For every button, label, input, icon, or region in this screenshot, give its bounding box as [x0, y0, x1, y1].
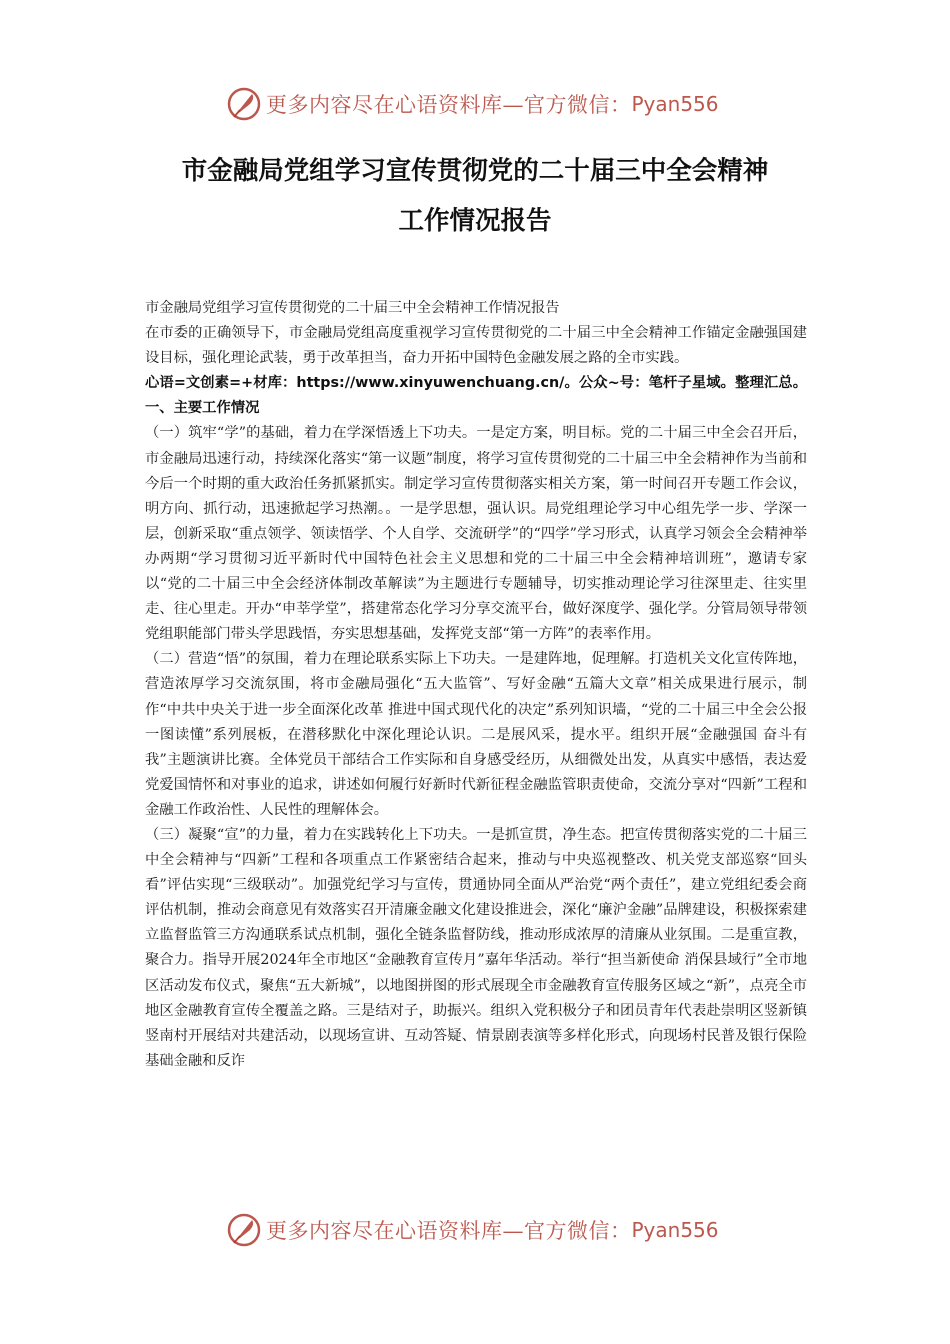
feather-pen-logo	[226, 86, 262, 122]
feather-pen-logo	[226, 1212, 262, 1248]
watermark-banner-bottom	[226, 1210, 719, 1250]
paragraph-source-note: 心语=文创素=+材库：https://www.xinyuwenchuang.cn/。公众~号：笔杆子星域。整理汇总。一、主要工作情况	[145, 375, 807, 417]
watermark-text: 更多内容尽在心语资料库—官方微信：	[266, 93, 632, 117]
paragraph-section-2: （二）营造“悟”的氛围，着力在理论联系实际上下功夫。一是建阵地，促理解。打造机关文化宣传阵地，营造浓厚学习交流氛围，将市金融局强化“五大监管”、写好金融“五篇大文章”相关成果进行展示，制作“中共中央关于进一步全面深化改革 推进中国式现代化的决定”系列知识墙，“党的二十届三中全会公报一图读懂”系列展板，在潜移默化中深化理论认识。二是展风采，提水平。组织开展“金融强国 奋斗有我”主题演讲比赛。全体党员干部结合工作实际和自身感受经历，从细微处出发，从真实中感悟，表达爱党爱国情怀和对事业的追求，讲述如何履行好新时代新征程金融监管职责使命，交流分享对“四新”工程和金融工作政治性、人民性的理解体会。	[145, 651, 807, 818]
title-line-2: 工作情况报告	[398, 206, 552, 236]
paragraph-section-1: （一）筑牢“学”的基础，着力在学深悟透上下功夫。一是定方案，明目标。党的二十届三中全会召开后，市金融局迅速行动，持续深化落实“第一议题”制度，将学习宣传贯彻党的二十届三中全会精神作为当前和今后一个时期的重大政治任务抓紧抓实。制定学习宣传贯彻落实相关方案，第一时间召开专题工作会议，明方向、抓行动，迅速掀起学习热潮。。一是学思想，强认识。局党组理论学习中心组先学一步、学深一层，创新采取“重点领学、领读悟学、个人自学、交流研学”的“四学”学习形式，认真学习领会全会精神举办两期“学习贯彻习近平新时代中国特色社会主义思想和党的二十届三中全会精神培训班”，邀请专家以“党的二十届三中全会经济体制改革解读”为主题进行专题辅导，切实推动理论学习往深里走、往实里走、往心里走。开办“申莘学堂”，搭建常态化学习分享交流平台，做好深度学、强化学。分管局领导带领党组职能部门带头学思践悟，夯实思想基础，发挥党支部“第一方阵”的表率作用。	[145, 425, 807, 643]
title-line-1: 市金融局党组学习宣传贯彻党的二十届三中全会精神	[181, 156, 769, 186]
paragraph-intro: 在市委的正确领导下，市金融局党组高度重视学习宣传贯彻党的二十届三中全会精神工作锚定金融强国建设目标，强化理论武装，勇于改革担当，奋力开拓中国特色金融发展之路的全市实践。	[145, 325, 807, 367]
watermark-code: Pyan556	[631, 92, 719, 116]
document-body	[145, 296, 807, 1074]
watermark-text: 更多内容尽在心语资料库—官方微信：	[266, 1219, 632, 1243]
paragraph-section-3: （三）凝聚“宣”的力量，着力在实践转化上下功夫。一是抓宣贯，净生态。把宣传贯彻落实党的二十届三中全会精神与“四新”工程和各项重点工作紧密结合起来，推动与中央巡视整改、机关党支部巡察“回头看”评估实现“三级联动”。加强党纪学习与宣传，贯通协同全面从严治党“两个责任”，建立党组纪委会商评估机制，推动会商意见有效落实召开清廉金融文化建设推进会，深化“廉沪金融”品牌建设，积极探索建立监督监管三方沟通联系试点机制，强化全链条监督防线，推动形成浓厚的清廉从业氛围。二是重宣教，聚合力。指导开展2024年全市地区“金融教育宣传月”嘉年华活动。举行“担当新使命 消保县域行”全市地区活动发布仪式，聚焦“五大新城”，以地图拼图的形式展现全市金融教育宣传服务区域之“新”，点亮全市地区金融教育宣传全覆盖之路。三是结对子，助振兴。组织入党积极分子和团员青年代表赴崇明区竖新镇竖南村开展结对共建活动，以现场宣讲、互动答疑、情景剧表演等多样化形式，向现场村民普及银行保险基础金融和反诈	[145, 826, 807, 1069]
paragraph-subtitle: 市金融局党组学习宣传贯彻党的二十届三中全会精神工作情况报告	[145, 300, 560, 316]
watermark-banner-top	[226, 84, 719, 124]
watermark-code: Pyan556	[631, 1218, 719, 1242]
page-title	[120, 146, 830, 246]
